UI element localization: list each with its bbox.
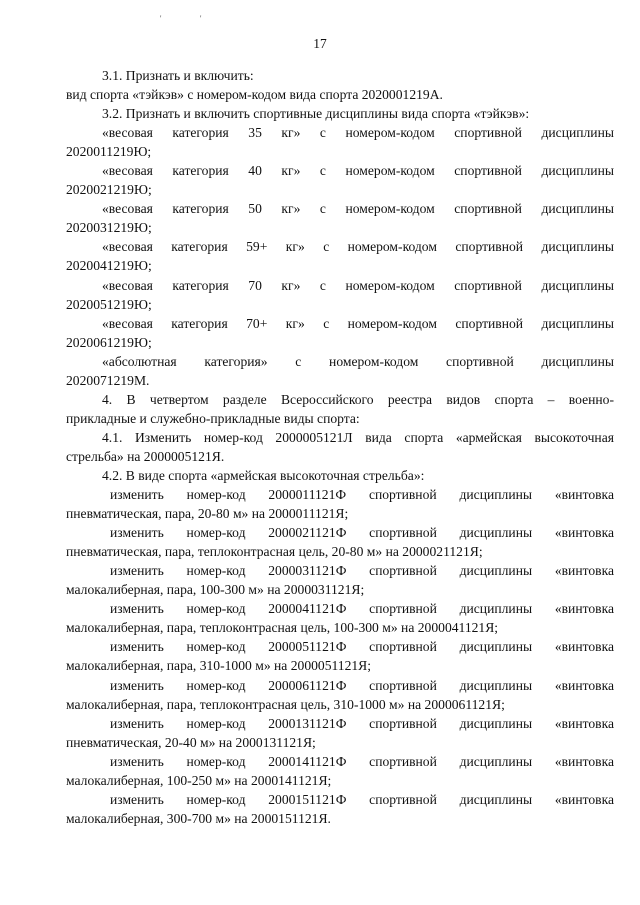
change-line: малокалиберная, пара, 310-1000 м» на 2000051121Я; [66,658,372,674]
change-line: пневматическая, 20-40 м» на 2000131121Я; [66,734,316,750]
change-line: малокалиберная, пара, теплоконтрасная цель, 100-300 м» на 2000041121Я; [66,620,499,636]
change-line: пневматическая, пара, 20-80 м» на 2000011121Я; [66,506,349,522]
category-code: 2020011219Ю; [66,144,152,160]
category-line: «весовая категория 70+ кг» с номером-кодом спортивной дисциплины [102,315,614,331]
paragraph-3-1: 3.1. Признать и включить: [102,68,254,83]
sport-kind-line: вид спорта «тэйкэв» с номером-кодом вида спорта 2020001219А. [66,87,443,103]
paragraph-4-1-line: стрельба» на 2000005121Я. [66,448,225,464]
paragraph-3-2: 3.2. Признать и включить спортивные дисциплины вида спорта «тэйкэв»: [102,106,530,122]
change-line: пневматическая, пара, теплоконтрасная цель, 20-80 м» на 2000021121Я; [66,544,483,560]
paragraph-4-2: 4.2. В виде спорта «армейская высокоточная стрельба»: [102,467,425,483]
change-line: малокалиберная, пара, теплоконтрасная цель, 310-1000 м» на 2000061121Я; [66,696,505,712]
category-code: 2020051219Ю; [66,296,152,312]
change-line: изменить номер-код 2000031121Ф спортивной дисциплины «винтовка [110,563,614,579]
change-line: изменить номер-код 2000131121Ф спортивной дисциплины «винтовка [110,715,614,731]
change-line: изменить номер-код 2000051121Ф спортивной дисциплины «винтовка [110,639,614,655]
category-line: «весовая категория 50 кг» с номером-кодом спортивной дисциплины [102,201,614,217]
change-line: малокалиберная, пара, 100-300 м» на 2000031121Я; [66,582,365,598]
category-line: «весовая категория 35 кг» с номером-кодом спортивной дисциплины [102,125,614,141]
change-line: малокалиберная, 100-250 м» на 2000141121Я; [66,772,332,788]
category-line: «весовая категория 70 кг» с номером-кодом спортивной дисциплины [102,277,614,293]
scan-mark: ' [160,14,162,23]
category-line: «весовая категория 59+ кг» с номером-кодом спортивной дисциплины [102,239,614,255]
paragraph-4-line: прикладные и служебно-прикладные виды спорта: [66,410,360,426]
category-code: 2020071219М. [66,372,150,388]
category-code: 2020021219Ю; [66,182,152,198]
change-line: изменить номер-код 2000041121Ф спортивной дисциплины «винтовка [110,601,614,617]
paragraph-4-line: 4. В четвертом разделе Всероссийского реестра видов спорта – военно- [102,391,614,407]
page-number: 17 [313,36,327,51]
document-body [66,66,614,828]
change-line: изменить номер-код 2000011121Ф спортивной дисциплины «винтовка [110,487,614,503]
category-code: 2020031219Ю; [66,220,152,236]
scan-mark: ' [200,14,202,23]
change-line: изменить номер-код 2000021121Ф спортивной дисциплины «винтовка [110,525,614,541]
change-line: изменить номер-код 2000141121Ф спортивной дисциплины «винтовка [110,753,614,769]
change-line: малокалиберная, 300-700 м» на 2000151121Я. [66,810,331,826]
category-code: 2020041219Ю; [66,258,152,274]
paragraph-4-1-line: 4.1. Изменить номер-код 2000005121Л вида спорта «армейская высокоточная [102,429,614,445]
change-line: изменить номер-код 2000151121Ф спортивной дисциплины «винтовка [110,791,614,807]
change-line: изменить номер-код 2000061121Ф спортивной дисциплины «винтовка [110,677,614,693]
category-code: 2020061219Ю; [66,334,152,350]
category-line: «абсолютная категория» с номером-кодом спортивной дисциплины [102,353,614,369]
category-line: «весовая категория 40 кг» с номером-кодом спортивной дисциплины [102,163,614,179]
